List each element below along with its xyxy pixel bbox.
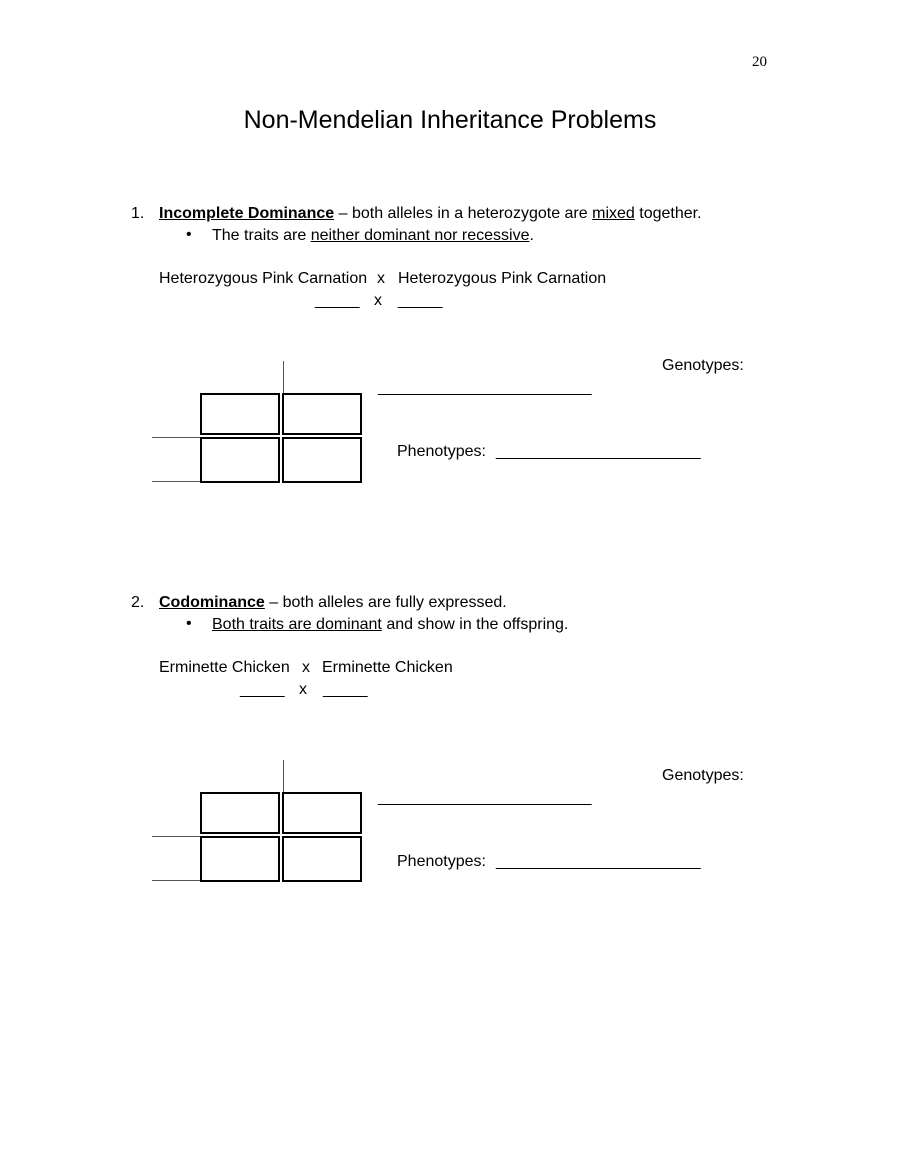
genotypes-answer-blank[interactable]: ________________________ [378,379,592,396]
punnett-cell[interactable] [282,437,362,483]
allele-header-divider [283,361,284,394]
genotype-blank-1[interactable]: _____ [240,681,285,698]
section-number: 2. [131,594,145,611]
bullet-text-end: and show in the offspring. [381,616,569,633]
genotype-blank-1[interactable]: _____ [315,292,360,309]
parent-2: Erminette Chicken [322,659,453,676]
definition-text: – both alleles are fully expressed. [264,594,507,611]
parent-1: Heterozygous Pink Carnation [159,270,368,287]
punnett-cell[interactable] [200,836,280,882]
allele-row-divider [152,880,201,881]
genotype-blank-2[interactable]: _____ [398,292,443,309]
genotypes-answer-blank[interactable]: ________________________ [378,789,592,806]
definition-key: mixed [592,205,635,222]
parent-2: Heterozygous Pink Carnation [398,270,607,287]
page-title: Non-Mendelian Inheritance Problems [243,106,657,134]
term: Codominance [159,594,265,611]
allele-header-divider [283,760,284,793]
genotype-blank-2[interactable]: _____ [323,681,368,698]
section-number: 1. [131,205,145,222]
parent-1: Erminette Chicken [159,659,290,676]
phenotypes-label: Phenotypes: [397,853,486,870]
bullet-icon: • [186,226,192,243]
genotypes-label: Genotypes: [662,767,744,784]
term: Incomplete Dominance [159,205,335,222]
bullet-text: The traits are [212,227,311,244]
definition-text-end: together. [634,205,702,222]
definition-text: – both alleles in a heterozygote are [334,205,593,222]
punnett-cell[interactable] [282,393,362,435]
cross-symbol: x [377,270,385,287]
cross-symbol: x [299,681,307,698]
definition-line [159,593,507,613]
punnett-cell[interactable] [282,792,362,834]
bullet-line [212,226,534,246]
punnett-cell[interactable] [200,792,280,834]
cross-symbol: x [302,659,310,676]
bullet-key: Both traits are dominant [212,616,382,633]
phenotypes-answer-blank[interactable]: _______________________ [496,853,701,870]
phenotypes-answer-blank[interactable]: _______________________ [496,443,701,460]
allele-row-divider [152,481,201,482]
punnett-cell[interactable] [200,393,280,435]
bullet-text-end: . [529,227,534,244]
punnett-cell[interactable] [200,437,280,483]
bullet-line [212,615,568,635]
bullet-icon: • [186,615,192,632]
cross-symbol: x [374,292,382,309]
punnett-cell[interactable] [282,836,362,882]
page-number: 20 [752,54,767,70]
phenotypes-label: Phenotypes: [397,443,486,460]
genotypes-label: Genotypes: [662,357,744,374]
allele-row-divider [152,836,201,837]
allele-row-divider [152,437,201,438]
bullet-key: neither dominant nor recessive [310,227,530,244]
definition-line [159,204,702,224]
